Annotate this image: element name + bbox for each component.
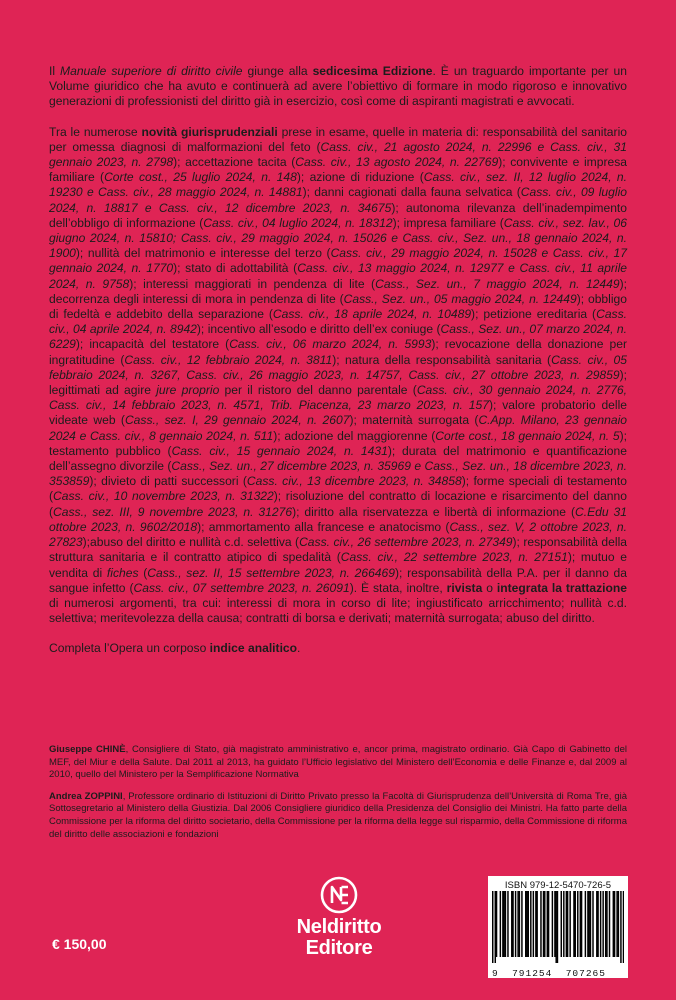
barcode-bar bbox=[548, 891, 549, 957]
barcode-bar bbox=[590, 891, 591, 957]
novita-text: ); mutuo e vendita di bbox=[49, 550, 627, 580]
case-citation: Cass. civ., 04 aprile 2024, n. 8942 bbox=[49, 307, 628, 337]
barcode-bar bbox=[588, 891, 589, 957]
case-citation: Cass. civ., 21 agosto 2024, n. 22996 e Cass. civ., 31 gennaio 2023, n. 2798 bbox=[49, 139, 627, 170]
novita-text: ); legittimati ad agire bbox=[49, 367, 627, 398]
novita-text: ); adozione del maggiorenne ( bbox=[273, 428, 436, 443]
barcode-bar bbox=[561, 891, 562, 957]
case-citation: Cass., sez. III, 9 novembre 2023, n. 31276 bbox=[53, 504, 293, 519]
case-citation: Cass., Sez. un., 05 maggio 2024, n. 12449 bbox=[343, 291, 577, 306]
barcode-bar bbox=[618, 891, 619, 957]
barcode-bar bbox=[547, 891, 548, 957]
publisher-logo-icon bbox=[320, 876, 358, 914]
barcode-bar bbox=[585, 891, 586, 957]
barcode-bar bbox=[614, 891, 615, 957]
case-citation: Cass., sez. II, 15 settembre 2023, n. 266469 bbox=[147, 565, 395, 580]
bio-chine: Giuseppe CHINÈ, Consigliere di Stato, già magistrato amministrativo e, ancor prima, magistrato ordinario. Già Capo di Gabinetto del MEF, del Miur e della Salute. Dal 2011 al 2013, ha guidato l’Ufficio legislativo del Ministero dell’Economia e delle Finanze e, dal 2009 al 2010, quello del Ministero per la Semplificazione Normativa bbox=[49, 744, 627, 781]
barcode-bar bbox=[616, 891, 617, 957]
novita-text: ); maternità surrogata ( bbox=[349, 413, 479, 428]
novita-text: ); testamento pubblico ( bbox=[49, 428, 627, 458]
novita-text: ); forme speciali di testamento ( bbox=[49, 474, 627, 504]
barcode-bar bbox=[495, 891, 496, 963]
isbn-barcode bbox=[488, 876, 628, 978]
novita-text: ); impresa familiare ( bbox=[392, 215, 504, 230]
publisher-logo bbox=[274, 876, 404, 958]
barcode-bar bbox=[609, 891, 610, 957]
novita-text: ( bbox=[138, 565, 148, 580]
barcode-bar bbox=[577, 891, 578, 957]
novita-text: ); danni cagionati dalla fauna selvatica ( bbox=[302, 185, 521, 200]
publisher-name: Neldiritto bbox=[296, 916, 382, 938]
case-citation: Cass. civ., 05 febbraio 2024, n. 3267, Cass. civ., 26 maggio 2023, n. 14757, Cass. civ., 27 ottobre 2023, n. 29859 bbox=[49, 352, 627, 382]
barcode-bar bbox=[521, 891, 522, 957]
barcode-bar bbox=[580, 891, 581, 957]
bio-zoppini: Andrea ZOPPINI, Professore ordinario di Istituzioni di Diritto Privato presso la Facoltà di Giurisprudenza dell’Università di Roma Tre, già Sottosegretario al Ministero della Giustizia. Dal 2006 Consigliere giuridico della Presidenza del Consiglio dei Ministri. Ha fatto parte della Commissione per la riforma del diritto societario, della Commissione per la riforma della legge sul risparmio, della Commissione di riforma del diritto delle associazioni e fondazioni bbox=[49, 790, 628, 840]
barcode-bar bbox=[530, 891, 531, 957]
case-citation: Cass. civ., 09 luglio 2024, n. 18817 e Cass. civ., 12 dicembre 2023, n. 34675 bbox=[49, 185, 627, 215]
ean-digits bbox=[492, 968, 624, 979]
intro-paragraph: Il Manuale superiore di diritto civile giunge alla sedicesima Edizione. È un traguardo importante per un Volume giuridico che ha avuto e continuerà ad avere l’obiettivo di formare in modo rigoroso e innovativo generazioni di professionisti del diritto già in esercizio, così come di aspiranti magistrati e avvocati. bbox=[49, 64, 627, 109]
novita-text: ); decorrenza degli interessi di mora in pendenza di lite ( bbox=[49, 276, 627, 306]
case-citation: Cass., sez. V, 2 ottobre 2023, n. 27823 bbox=[49, 519, 627, 550]
novita-paragraph: Tra le numerose novità giurisprudenziali prese in esame, quelle in materia di: responsabilità del sanitario per omessa diagnosi di malformazioni del feto (Cass. civ., 21 agosto 2024, n. 22996 e Cass. civ., 31 gennaio 2023, n. 2798); accettazione tacita (Cass. civ., 13 agosto 2024, n. 22769); convivente e impresa familiare (Corte cost., 25 luglio 2024, n. 148); azione di riduzione (Cass. civ., sez. II, 12 luglio 2024, n. 19230 e Cass. civ., 28 maggio 2024, n. 14881); danni cagionati dalla fauna selvatica (Cass. civ., 09 luglio 2024, n. 18817 e Cass. civ., 12 dicembre 2023, n. 34675); autonoma rilevanza dell’inadempimento dell’obbligo di informazione (Cass. civ., 04 luglio 2024, n. 18312); impresa familiare (Cass. civ., sez. lav., 06 giugno 2024, n. 15810; Cass. civ., 29 maggio 2024, n. 15026 e Cass. civ., Sez. un., 18 gennaio 2024, n. 1900); nullità del matrimonio e interesse del terzo (Cass. civ., 29 maggio 2024, n. 15028 e Cass. civ., 17 gennaio 2024, n. 1770); stato di adottabilità (Cass. civ., 13 maggio 2024, n. 12977 e Cass. civ., 11 aprile 2024, n. 9758); interessi maggiorati in pendenza di lite (Cass., Sez. un., 7 maggio 2024, n. 12449); decorrenza degli interessi di mora in pendenza di lite (Cass., Sez. un., 05 maggio 2024, n. 12449); obbligo di fedeltà e addebito della separazione (Cass. civ., 18 aprile 2024, n. 10489); petizione ereditaria (Cass. civ., 04 aprile 2024, n. 8942); incentivo all’esodo e diritto dell’ex coniuge (Cass., Sez. un., 07 marzo 2024, n. 6229); incapacità del testatore (Cass. civ., 06 marzo 2024, n. 5993); revocazione della donazione per ingratitudine (Cass. civ., 12 febbraio 2024, n. 3811); natura della responsabilità sanitaria (Cass. civ., 05 febbraio 2024, n. 3267, Cass. civ., 26 maggio 2023, n. 14757, Cass. civ., 27 ottobre 2023, n. 29859); legittimati ad agire jure proprio per il ristoro del danno parentale (Cass. civ., 30 gennaio 2024, n. 2776, Cass. civ., 14 febbraio 2023, n. 4571, Trib. Piacenza, 23 marzo 2023, n. 157); valore probatorio delle videate web (Cass., sez. I, 29 gennaio 2024, n. 2607); maternità surrogata (C.App. Milano, 23 gennaio 2024 e Cass. civ., 8 gennaio 2024, n. 511); adozione del maggiorenne (Corte cost., 18 gennaio 2024, n. 5); testamento pubblico (Cass. civ., 15 gennaio 2024, n. 1431); durata del matrimonio e quantificazione dell’assegno divorzile (Cass., Sez. un., 27 dicembre 2023, n. 35969 e Cass., Sez. un., 18 dicembre 2023, n. 353859); divieto di patti successori (Cass. civ., 13 dicembre 2023, n. 34858); forme speciali di testamento (Cass. civ., 10 novembre 2023, n. 31322); risoluzione del contratto di locazione e risarcimento del danno (Cass., sez. III, 9 novembre 2023, n. 31276); diritto alla riservatezza e libertà di informazione (C.Edu 31 ottobre 2023, n. 9602/2018); ammortamento alla francese e anatocismo (Cass., sez. V, 2 ottobre 2023, n. 27823);abuso del diritto e nullità c.d. selettiva (Cass. civ., 26 settembre 2023, n. 27349); responsabilità della struttura sanitaria e il contratto atipico di spedalità (Cass. civ., 22 settembre 2023, n. 27151); mutuo e vendita di fiches (Cass., sez. II, 15 settembre 2023, n. 266469); responsabilità della P.A. per il danno da sangue infetto (Cass. civ., 07 settembre 2023, n. 26091). È stata, inoltre, rivista o integrata la trattazione di numerosi argomenti, tra cui: interessi di mora in corso di lite; ingiustificato arricchimento; nullità c.d. selettiva; meritevolezza della causa; contratti di borsa e derivati; maternità surrogata; abuso del diritto. bbox=[49, 124, 628, 626]
barcode-bar bbox=[566, 891, 567, 957]
barcode-bar bbox=[505, 891, 506, 957]
case-citation: fiches bbox=[106, 565, 139, 580]
barcode-bar bbox=[512, 891, 513, 957]
barcode-bar bbox=[605, 891, 606, 957]
novita-text: ); azione di riduzione ( bbox=[296, 170, 424, 185]
barcode-bar bbox=[540, 891, 541, 957]
author-bios bbox=[49, 744, 627, 841]
ean-right-digits: 707265 bbox=[565, 968, 606, 979]
indice-paragraph: Completa l’Opera un corposo indice analitico. bbox=[49, 641, 301, 656]
case-citation: Cass. civ., 13 maggio 2024, n. 12977 e Cass. civ., 11 aprile 2024, n. 9758 bbox=[49, 261, 627, 291]
barcode-bar bbox=[554, 891, 555, 957]
case-citation: Corte cost., 25 luglio 2024, n. 148 bbox=[104, 170, 297, 185]
barcode-bar bbox=[573, 891, 574, 957]
case-citation: Cass. civ., 04 luglio 2024, n. 18312 bbox=[203, 215, 393, 230]
case-citation: Cass. civ., 15 gennaio 2024, n. 1431 bbox=[171, 443, 388, 458]
novita-text: ); revocazione della donazione per ingratitudine ( bbox=[49, 337, 628, 367]
barcode-bar bbox=[519, 891, 520, 957]
novita-text: ); stato di adottabilità ( bbox=[173, 261, 298, 276]
barcode-bar bbox=[500, 891, 501, 957]
case-citation: Cass., Sez. un., 07 marzo 2024, n. 6229 bbox=[49, 322, 627, 352]
novita-text: ); risoluzione del contratto di locazione e risarcimento del danno ( bbox=[49, 489, 627, 519]
novita-text: ); accettazione tacita ( bbox=[173, 155, 296, 170]
novita-text: ); durata del matrimonio e quantificazione dell’assegno divorzile ( bbox=[49, 443, 627, 474]
case-citation: Cass. civ., 13 dicembre 2023, n. 34858 bbox=[246, 474, 462, 489]
case-citation: Cass. civ., 26 settembre 2023, n. 27349 bbox=[299, 535, 513, 550]
barcode-bar bbox=[602, 891, 603, 957]
barcode-bar bbox=[613, 891, 614, 957]
barcode-bar bbox=[503, 891, 504, 957]
novita-text: ); natura della responsabilità sanitaria ( bbox=[332, 352, 552, 367]
barcode-bar bbox=[525, 891, 526, 957]
barcode-bar bbox=[567, 891, 568, 957]
case-citation: Cass. civ., 13 agosto 2024, n. 22769 bbox=[295, 155, 499, 170]
novita-text: per il ristoro del danno parentale ( bbox=[219, 383, 417, 398]
barcode-bars bbox=[492, 891, 624, 963]
barcode-bar bbox=[569, 891, 570, 957]
barcode-bar bbox=[563, 891, 564, 957]
isbn-label: ISBN 979-12-5470-726-5 bbox=[504, 880, 612, 891]
case-citation: Cass., Sez. un., 7 maggio 2024, n. 12449 bbox=[375, 276, 620, 291]
barcode-bar bbox=[620, 891, 621, 963]
barcode-bar bbox=[535, 891, 536, 957]
barcode-bar bbox=[517, 891, 518, 957]
case-citation: Cass. civ., 10 novembre 2023, n. 31322 bbox=[53, 489, 274, 504]
barcode-bar bbox=[507, 891, 508, 957]
barcode-bar bbox=[597, 891, 598, 957]
novita-text: ); valore probatorio delle videate web ( bbox=[49, 398, 628, 428]
case-citation: Corte cost., 18 gennaio 2024, n. 5 bbox=[435, 428, 620, 443]
barcode-bar bbox=[596, 891, 597, 957]
barcode-bar bbox=[587, 891, 588, 957]
case-citation: Cass., Sez. un., 27 dicembre 2023, n. 35969 e Cass., Sez. un., 18 dicembre 2023, n. 353859 bbox=[49, 459, 627, 489]
case-citation: Cass., sez. I, 29 gennaio 2024, n. 2607 bbox=[124, 413, 350, 428]
barcode-bar bbox=[552, 891, 553, 957]
price: € 150,00 bbox=[52, 936, 107, 952]
case-citation: Cass. civ., sez. lav., 06 giugno 2024, n. 15810; Cass. civ., 29 maggio 2024, n. 15026 e Cass. civ., Sez. un., 18 gennaio 2024, n. 1900 bbox=[49, 215, 627, 261]
novita-items bbox=[49, 125, 627, 595]
novita-text: ); incapacità del testatore ( bbox=[75, 337, 230, 352]
novita-text: );abuso del diritto e nullità c.d. selettiva ( bbox=[82, 535, 300, 550]
case-citation: C.Edu 31 ottobre 2023, n. 9602/2018 bbox=[49, 504, 627, 534]
novita-text: ); divieto di patti successori ( bbox=[89, 474, 247, 489]
novita-text: ); autonoma rilevanza dell’inadempimento dell’obbligo di informazione ( bbox=[49, 200, 628, 230]
barcode-bar bbox=[543, 891, 544, 957]
barcode-bar bbox=[575, 891, 576, 957]
case-citation: Cass. civ., 18 aprile 2024, n. 10489 bbox=[272, 307, 472, 322]
barcode-bar bbox=[528, 891, 529, 957]
barcode-bar bbox=[496, 891, 497, 957]
novita-text: ); incentivo all’esodo e diritto dell’ex coniuge ( bbox=[196, 322, 441, 337]
novita-text: prese in esame, quelle in materia di: responsabilità del sanitario per omessa diagnosi di malformazioni del feto ( bbox=[49, 124, 627, 154]
novita-text: ); petizione ereditaria ( bbox=[471, 307, 597, 322]
barcode-bar bbox=[502, 891, 503, 957]
barcode-bar bbox=[623, 891, 624, 963]
case-citation: jure proprio bbox=[156, 383, 220, 398]
barcode-bar bbox=[557, 891, 558, 963]
barcode-bar bbox=[544, 891, 545, 957]
case-citation: Cass. civ., 30 gennaio 2024, n. 2776, Cass. civ., 14 febbraio 2023, n. 4571, Trib. Piacenza, 23 marzo 2023, n. 157 bbox=[49, 383, 628, 413]
novita-text: ); obbligo di fedeltà e addebito della separazione ( bbox=[49, 291, 627, 322]
ean-left-digits: 791254 bbox=[512, 968, 553, 979]
barcode-bar bbox=[492, 891, 493, 963]
barcode-bar bbox=[600, 891, 601, 957]
case-citation: Cass. civ., 22 settembre 2023, n. 27151 bbox=[340, 550, 568, 565]
barcode-bar bbox=[606, 891, 607, 957]
barcode-bar bbox=[511, 891, 512, 957]
barcode-bar bbox=[526, 891, 527, 957]
barcode-bar bbox=[555, 891, 556, 963]
novita-text: ); diritto alla riservatezza e libertà di informazione ( bbox=[292, 504, 575, 519]
barcode-bar bbox=[592, 891, 593, 957]
barcode-bar bbox=[581, 891, 582, 957]
case-citation: Cass. civ., sez. II, 12 luglio 2024, n. 19230 e Cass. civ., 28 maggio 2024, n. 14881 bbox=[49, 170, 627, 200]
novita-text: ); nullità del matrimonio e interesse del terzo ( bbox=[75, 246, 331, 261]
case-citation: Cass. civ., 07 settembre 2023, n. 26091 bbox=[133, 580, 350, 595]
case-citation: Cass. civ., 12 febbraio 2024, n. 3811 bbox=[124, 352, 333, 367]
barcode-bar bbox=[536, 891, 537, 957]
barcode-bar bbox=[515, 891, 516, 957]
novita-text: ); responsabilità della struttura sanitaria e il contratto atipico di spedalità ( bbox=[49, 535, 627, 565]
back-cover-text bbox=[49, 64, 627, 657]
publisher-subname: Editore bbox=[305, 937, 373, 959]
novita-text: ); ammortamento alla francese e anatocismo ( bbox=[197, 519, 450, 534]
ean-first-digit: 9 bbox=[492, 968, 499, 979]
novita-text: ); responsabilità della P.A. per il danno da sangue infetto ( bbox=[49, 565, 628, 595]
barcode-bar bbox=[533, 891, 534, 957]
novita-text: ); convivente e impresa familiare ( bbox=[49, 155, 627, 185]
case-citation: Cass. civ., 29 maggio 2024, n. 15028 e Cass. civ., 17 gennaio 2024, n. 1770 bbox=[49, 246, 627, 276]
case-citation: C.App. Milano, 23 gennaio 2024 e Cass. civ., 8 gennaio 2024, n. 511 bbox=[49, 413, 627, 443]
case-citation: Cass. civ., 06 marzo 2024, n. 5993 bbox=[229, 337, 432, 352]
novita-text: ); interessi maggiorati in pendenza di lite ( bbox=[129, 276, 376, 291]
